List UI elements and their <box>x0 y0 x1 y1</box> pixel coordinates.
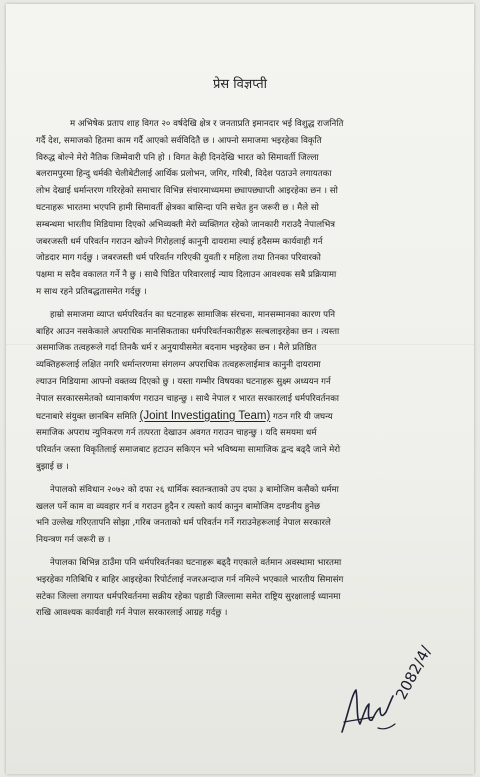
text-line: समाजिक अपराध न्युनिकरण गर्न तत्परता देखाउन अवगत गराउन चाहन्छु । यदि समयमा धर्म <box>36 428 317 439</box>
text-line: राखि आवश्यक कार्यवाही गर्न नेपाल सरकारलाई आग्रह गर्दछु । <box>36 608 228 619</box>
text-line: ल्याउन मिडियामा आफ्नो वक्तव्य दिएको छु । यस्ता गम्भीर विषयका घटनाहरू सुक्ष्म अध्ययन गर्न <box>36 376 331 387</box>
text-line: घटनाहरू भारतमा भएपनि हामी सिमावर्ती क्षेत्रका बासिन्दा पनि सचेत हुन जरूरी छ । मैले सो <box>36 202 319 213</box>
text-line: म अभिषेक प्रताप शाह विगत २० वर्षदेखि क्षेत्र र जनताप्रति इमानदार भई विशुद्ध राजनिति <box>70 119 344 129</box>
text-line: नियन्त्रण गर्न जरूरी छ । <box>36 535 111 546</box>
text-line: नेपालको संविधान २०७२ को दफा २६ धार्मिक स्वतन्त्रताको उप दफा ३ बामोजिम कसैको धर्ममा <box>50 484 339 495</box>
paragraph-1 <box>36 116 464 301</box>
text-line: असमाजिक तत्वहरूले गर्दा तिनकै धर्म र अनुयायीसमेत बदनाम भइरहेका छन । मैले प्रतिष्ठित <box>36 343 317 354</box>
text-line: विरुद्ध बोल्ने मेरो नैतिक जिम्मेवारी पनि हो । विगत केही दिनदेखि भारत को सिमावर्ती जिल्ला <box>36 152 319 163</box>
text-line: परिवर्तन जस्ता विकृतिलाई समाजबाट हटाउन सकिएन भने भविष्यमा सामाजिक द्वन्द बढ्दै जाने मेरो <box>36 445 341 456</box>
paragraph-4 <box>36 555 464 622</box>
text-line: जोडदार माग गर्दछु । जबरजस्ती धर्म परिवर्तन गरिएकी युवती र महिला तथा तिनका परिवारको <box>36 253 321 264</box>
text-line: सटेका जिल्ला लगायत धर्मपरिवर्तनमा सक्रीय रहेका पहाडी जिल्लामा समेत राष्ट्रिय सुरक्षालाई ध्यानमा <box>36 591 341 602</box>
jit-suffix: गठन गरि यी जघन्य <box>270 411 333 422</box>
text-line: हाम्रो समाजमा व्याप्त धर्मपरिवर्तन का घटनाहरू सामाजिक संरचना, मानसम्मानका कारण पनि <box>50 309 336 320</box>
press-release-page <box>6 4 474 774</box>
text-line: नेपाल सरकारसमेतको ध्यानाकर्षण गराउन चाहन्छु । साथै नेपाल र भारत सरकारलाई धर्मपरिवर्तनका <box>36 393 340 404</box>
text-line: खलल पर्ने काम वा व्यवहार गर्न व गराउन हुदैन र त्यस्तो कार्य कानुन बामोजिम दण्डनीय हुनेछ <box>36 501 321 512</box>
text-line: सम्बन्धमा भारतीय मिडियामा दिएको अभिव्यक्ती मेरो व्यक्तिगत रहेको जानकारी गराउदै नेपालभित्र <box>36 219 336 230</box>
text-line: गर्दै देश, समाजको हितमा काम गर्दै आएको सर्वविदितै छ । आफ्नो समाजमा भइरहेका विकृति <box>36 135 322 146</box>
handwritten-signature-icon <box>338 684 398 739</box>
document-title: प्रेस विज्ञप्ती <box>212 77 268 92</box>
text-line: भनि उल्लेख गरिएतापनि सोझा ,गरिब जनताको धर्म परिवर्तन गर्ने गराउनेहरूलाई नेपाल सरकारले <box>36 518 331 529</box>
text-line: लोभ देखाई धर्मान्तरण गरिरहेको समाचार विभिन्न संचारमाध्यममा छ्यापछ्याप्ती आइरहेका छन । सो <box>36 186 338 197</box>
text-line: बलरामपुरमा हिन्दु धर्मकी चेलीबेटीलाई आर्थिक प्रलोभन, जगिर, गरिबी, विदेश पठाउने लगायतका <box>36 169 332 180</box>
document-body <box>36 116 464 628</box>
joint-investigating-team-label: (Joint Investigating Team) <box>139 409 271 422</box>
text-line: भइरहेका गतिबिधि र बाहिर आइरहेका रिपोर्टलाई नजरअन्दाज गर्न नमिल्ने भएकाले भारतीय सिमासंग <box>36 574 344 585</box>
text-line: बुझाई छ । <box>36 461 69 472</box>
jit-prefix: घटनाबारे संयुक्त छानबिन समिति <box>36 411 140 422</box>
text-line: जबरजस्ती धर्म परिवर्तन गराउन खोज्ने गिरोहलाई कानुनी दायरामा ल्याई हदैसम्म कार्यवाही गर्न <box>36 236 323 247</box>
handwritten-date: 2082/4/ <box>392 642 436 703</box>
text-line: बाहिर आउन नसकेकाले अपराधिक मानसिकताका धर्मपरिवर्तनकारीहरू सल्बलाइरहेका छन । त्यस्ता <box>36 326 340 337</box>
text-line: व्यक्तिहरूलाई लक्षित नगरि धर्मान्तरणमा संगलग्न अपराधिक तत्वहरूलाईमात्र कानुनी दायरामा <box>36 360 321 371</box>
text-line: नेपालका बिभिन्न ठाउँमा पनि धर्मपरिवर्तनका घटनाहरू बढ्दै गएकाले वर्तमान अवस्थामा भारतमा <box>50 557 342 568</box>
text-line-jit <box>36 408 464 426</box>
text-line: पक्षमा म सदैव वकालत गर्ने नै छु । साथै पिडित परिवारलाई न्याय दिलाउन आवश्यक सबै प्रक्रियामा <box>36 270 337 281</box>
paragraph-2 <box>36 307 464 476</box>
paragraph-3 <box>36 482 464 549</box>
text-line: म साथ रहने प्रतिबद्धतासमेत गर्दछु । <box>36 286 147 297</box>
